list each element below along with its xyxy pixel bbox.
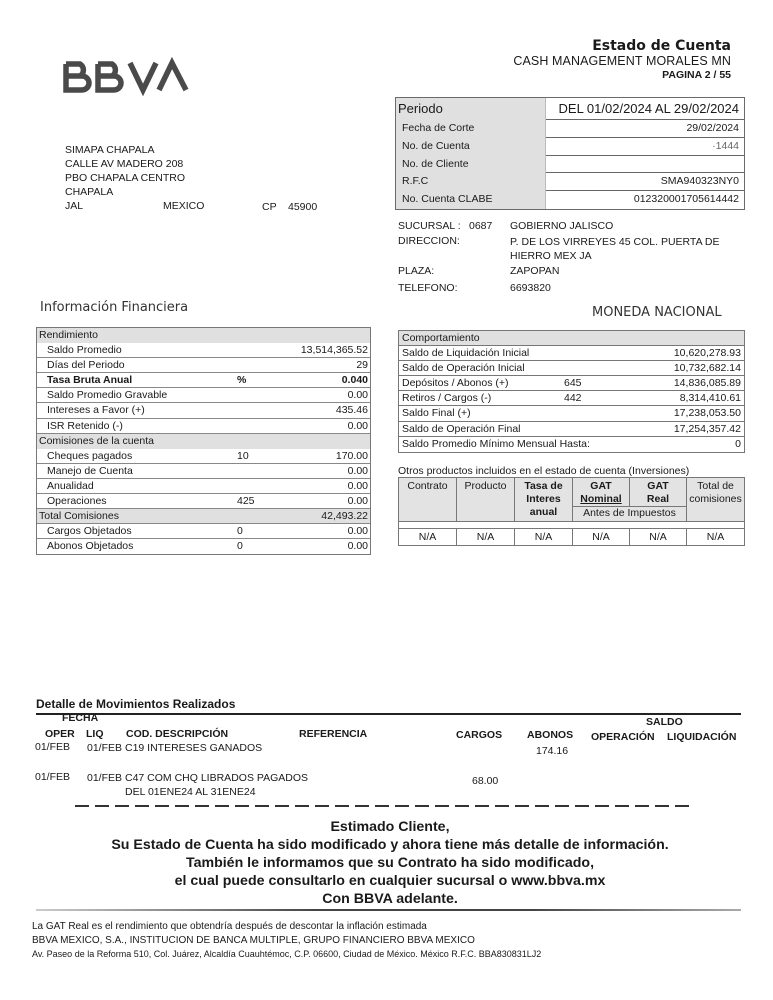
mov-row-2-oper: 01/FEB — [35, 771, 71, 783]
sucursal-label: SUCURSAL : — [398, 220, 461, 232]
row-label: Intereses a Favor (+) — [47, 404, 145, 417]
table-row — [37, 419, 370, 434]
row-qty: 425 — [237, 495, 255, 508]
clabe-label: No. Cuenta CLABE — [396, 191, 546, 209]
row-value: 14,836,085.89 — [673, 377, 741, 390]
comportamiento-table — [398, 330, 745, 453]
bbva-logo — [62, 56, 192, 96]
row-qty — [237, 358, 297, 372]
row-label: Saldo Promedio Mínimo Mensual Hasta: — [402, 437, 590, 450]
col-tasa — [515, 478, 573, 522]
row-qty — [237, 388, 297, 402]
notice-line: el cual puede consultarlo en cualquier sucursal o www.bbva.mx — [174, 873, 606, 889]
row-qty — [237, 464, 297, 478]
row-label: Anualidad — [47, 479, 94, 492]
client-number-label: No. de Cliente — [396, 156, 546, 174]
plaza-value: ZAPOPAN — [510, 265, 560, 277]
mov-row-2-desc: C47 COM CHQ LIBRADOS PAGADOS — [125, 772, 309, 784]
notice-line: Con BBVA adelante. — [322, 891, 458, 907]
direccion-label: DIRECCION: — [398, 235, 460, 247]
cutoff-date-label: Fecha de Corte — [396, 120, 546, 138]
mov-row-2-desc-2: DEL 01ENE24 AL 31ENE24 — [125, 786, 256, 798]
cutoff-date-row — [396, 120, 744, 138]
row-value: 8,314,410.61 — [679, 392, 741, 405]
col-gat-real-line2: Real — [646, 493, 670, 505]
table-row — [399, 529, 745, 546]
row-qty: 645 — [564, 377, 582, 390]
col-liquidacion: LIQUIDACIÓN — [667, 731, 737, 743]
row-label: Tasa Bruta Anual — [47, 374, 133, 387]
row-value: 29 — [356, 359, 368, 372]
col-gat-nominal-line1: GAT — [590, 480, 612, 492]
row-value: 0.00 — [347, 525, 368, 538]
rfc-row — [396, 173, 744, 191]
period-label: Periodo — [396, 98, 546, 120]
row-qty — [237, 419, 297, 433]
row-label: Operaciones — [47, 495, 107, 508]
telefono-label: TELEFONO: — [398, 282, 458, 294]
period-value: DEL 01/02/2024 AL 29/02/2024 — [546, 98, 744, 120]
account-number-value: ·1444 — [546, 138, 744, 156]
cell-producto: N/A — [457, 529, 515, 546]
table-row — [399, 361, 744, 376]
row-value: 0.040 — [341, 374, 368, 387]
col-producto: Producto — [457, 478, 515, 522]
row-qty: 10 — [237, 449, 249, 462]
account-period-box — [395, 97, 745, 210]
row-label: ISR Retenido (-) — [47, 419, 123, 432]
row-label: Depósitos / Abonos (+) — [402, 377, 509, 390]
notice-line: Estimado Cliente, — [330, 819, 450, 835]
table-row — [37, 373, 370, 388]
row-value: 0.00 — [347, 540, 368, 553]
page-number: PAGINA 2 / 55 — [662, 69, 731, 81]
rfc-label: R.F.C — [396, 173, 546, 191]
col-cargos: CARGOS — [456, 729, 503, 741]
col-total-line2: comisiones — [689, 493, 742, 505]
col-gat-real-line1: GAT — [647, 480, 669, 492]
row-label: Saldo Promedio Gravable — [47, 389, 168, 402]
notice-line: También le informamos que su Contrato ha sido modificado, — [185, 855, 595, 871]
row-value: 10,732,682.14 — [673, 362, 741, 375]
table-row — [37, 403, 370, 418]
row-value: 17,238,053.50 — [673, 407, 741, 420]
movements-title: Detalle de Movimientos Realizados — [36, 697, 236, 711]
period-row — [396, 98, 744, 120]
movements-divider — [36, 713, 741, 715]
otros-productos-table — [398, 477, 745, 546]
client-name: SIMAPA CHAPALA — [65, 144, 155, 156]
table-row — [37, 343, 370, 358]
row-qty — [237, 479, 297, 493]
mov-row-1-desc: C19 INTERESES GANADOS — [125, 742, 263, 754]
row-qty — [564, 361, 624, 375]
col-total-line1: Total de — [697, 480, 734, 492]
document-title: Estado de Cuenta — [592, 38, 731, 54]
col-tasa-line2: Interes — [526, 493, 561, 505]
rfc-value: SMA940323NY0 — [546, 173, 744, 191]
total-comisiones-row — [37, 509, 370, 524]
financial-info-title: Información Financiera — [40, 300, 189, 315]
client-street: CALLE AV MADERO 208 — [65, 158, 184, 170]
plaza-label: PLAZA: — [398, 265, 435, 277]
account-number-row — [396, 138, 744, 156]
table-row — [399, 391, 744, 406]
row-qty — [564, 406, 624, 420]
row-value: 42,493.22 — [321, 510, 368, 523]
table-row — [399, 437, 744, 452]
col-oper: OPER — [45, 728, 75, 740]
spacer-row — [399, 522, 745, 529]
mov-row-1-liq: 01/FEB — [87, 742, 123, 754]
col-gat-nominal — [573, 478, 630, 507]
row-label: Saldo Promedio — [47, 344, 122, 357]
currency-title: MONEDA NACIONAL — [592, 305, 722, 320]
customer-notice — [40, 818, 740, 908]
row-value: 170.00 — [335, 449, 368, 462]
row-qty — [237, 403, 297, 417]
dashed-separator — [75, 805, 690, 807]
col-operacion: OPERACIÓN — [591, 731, 655, 743]
document-subtitle: CASH MANAGEMENT MORALES MN — [513, 54, 731, 68]
row-qty — [564, 422, 624, 436]
clabe-row — [396, 191, 744, 209]
col-cod-descripcion: COD. DESCRIPCIÓN — [126, 728, 229, 740]
table-row — [37, 494, 370, 509]
mov-row-2-cargos: 68.00 — [472, 775, 499, 787]
col-saldo: SALDO — [646, 716, 683, 728]
col-referencia: REFERENCIA — [299, 728, 368, 740]
table-row — [37, 449, 370, 464]
client-colony: PBO CHAPALA CENTRO — [65, 172, 186, 184]
table-row — [37, 479, 370, 494]
table-row — [37, 539, 370, 554]
row-label: Saldo de Operación Inicial — [402, 362, 525, 375]
client-city: CHAPALA — [65, 186, 114, 198]
client-number-value — [546, 156, 744, 174]
row-label: Manejo de Cuenta — [47, 464, 133, 477]
account-number-label: No. de Cuenta — [396, 138, 546, 156]
table-row — [37, 388, 370, 403]
row-value: 13,514,365.52 — [300, 344, 368, 357]
comportamiento-header: Comportamiento — [399, 331, 744, 346]
client-country: MEXICO — [163, 200, 205, 212]
row-label: Saldo Final (+) — [402, 407, 471, 420]
otros-productos-title: Otros productos incluidos en el estado de cuenta (Inversiones) — [398, 465, 690, 477]
col-gat-real — [630, 478, 687, 507]
table-row — [399, 346, 744, 361]
row-value: 10,620,278.93 — [673, 347, 741, 360]
row-qty: 0 — [237, 540, 243, 553]
col-abonos: ABONOS — [527, 729, 574, 741]
gat-note: La GAT Real es el rendimiento que obtendría después de descontar la inflación estimada — [32, 921, 427, 932]
row-value: 0 — [735, 437, 741, 450]
financial-info-table — [36, 327, 371, 555]
direccion-line-1: P. DE LOS VIRREYES 45 COL. PUERTA DE — [510, 236, 720, 248]
row-label: Retiros / Cargos (-) — [402, 392, 492, 405]
table-row — [399, 422, 744, 437]
row-label: Cheques pagados — [47, 449, 133, 462]
table-row — [37, 464, 370, 479]
row-value: 0.00 — [347, 464, 368, 477]
client-cp-label: CP — [262, 201, 277, 213]
comisiones-header: Comisiones de la cuenta — [37, 434, 370, 449]
table-header-row — [399, 478, 745, 507]
row-qty: 0 — [237, 525, 243, 538]
row-label: Total Comisiones — [39, 510, 119, 523]
row-label: Saldo de Liquidación Inicial — [402, 347, 530, 360]
row-value: 0.00 — [347, 419, 368, 432]
sucursal-code: 0687 — [469, 220, 493, 232]
table-row — [399, 406, 744, 421]
cell-total-comisiones: N/A — [687, 529, 745, 546]
client-cp: 45900 — [288, 201, 318, 213]
notice-line: Su Estado de Cuenta ha sido modificado y ahora tiene más detalle de información. — [111, 837, 669, 853]
table-row — [37, 524, 370, 539]
spacer — [399, 522, 745, 529]
company-name: BBVA MEXICO, S.A., INSTITUCION DE BANCA MULTIPLE, GRUPO FINANCIERO BBVA MEXICO — [32, 935, 475, 946]
row-qty — [237, 343, 297, 357]
client-state: JAL — [65, 200, 84, 212]
row-value: 435.46 — [335, 404, 368, 417]
row-value: 17,254,357.42 — [673, 422, 741, 435]
row-qty: 442 — [564, 392, 582, 405]
row-value: 0.00 — [347, 389, 368, 402]
table-row — [399, 376, 744, 391]
rendimiento-header: Rendimiento — [37, 328, 370, 343]
mov-row-1-abonos: 174.16 — [536, 745, 569, 757]
notice-divider — [36, 909, 741, 911]
col-tasa-line3: anual — [529, 506, 558, 518]
row-qty: % — [237, 374, 247, 387]
cutoff-date-value: 29/02/2024 — [546, 120, 744, 138]
bbva-logo-icon — [62, 56, 192, 96]
mov-row-2-liq: 01/FEB — [87, 772, 123, 784]
row-qty — [564, 346, 624, 360]
cell-gat-nominal: N/A — [573, 529, 630, 546]
row-label: Abonos Objetados — [47, 540, 134, 553]
clabe-value: 012320001705614442 — [633, 193, 739, 206]
direccion-line-2: HIERRO MEX JA — [510, 250, 592, 262]
sucursal-name: GOBIERNO JALISCO — [510, 220, 614, 232]
cell-gat-real: N/A — [630, 529, 687, 546]
mov-row-1-oper: 01/FEB — [35, 741, 71, 753]
col-total-comisiones — [687, 478, 745, 522]
cell-contrato: N/A — [399, 529, 457, 546]
cell-tasa: N/A — [515, 529, 573, 546]
row-label: Cargos Objetados — [47, 525, 132, 538]
row-qty — [237, 509, 297, 523]
row-label: Días del Periodo — [47, 359, 125, 372]
company-address: Av. Paseo de la Reforma 510, Col. Juárez, Alcaldía Cuauhtémoc, C.P. 06600, Ciudad de México. México R.F.C. BBA830831LJ2 — [32, 949, 542, 959]
row-value: 0.00 — [347, 479, 368, 492]
row-label: Saldo de Operación Final — [402, 422, 521, 435]
row-value: 0.00 — [347, 495, 368, 508]
client-number-row — [396, 156, 744, 174]
telefono-value: 6693820 — [510, 282, 551, 294]
col-contrato: Contrato — [399, 478, 457, 522]
col-gat-nominal-line2: Nominal — [580, 493, 622, 505]
col-tasa-line1: Tasa de — [524, 480, 563, 492]
col-antes-impuestos: Antes de Impuestos — [573, 507, 687, 522]
col-liq: LIQ — [86, 728, 104, 740]
table-row — [37, 358, 370, 373]
col-fecha: FECHA — [62, 712, 99, 724]
